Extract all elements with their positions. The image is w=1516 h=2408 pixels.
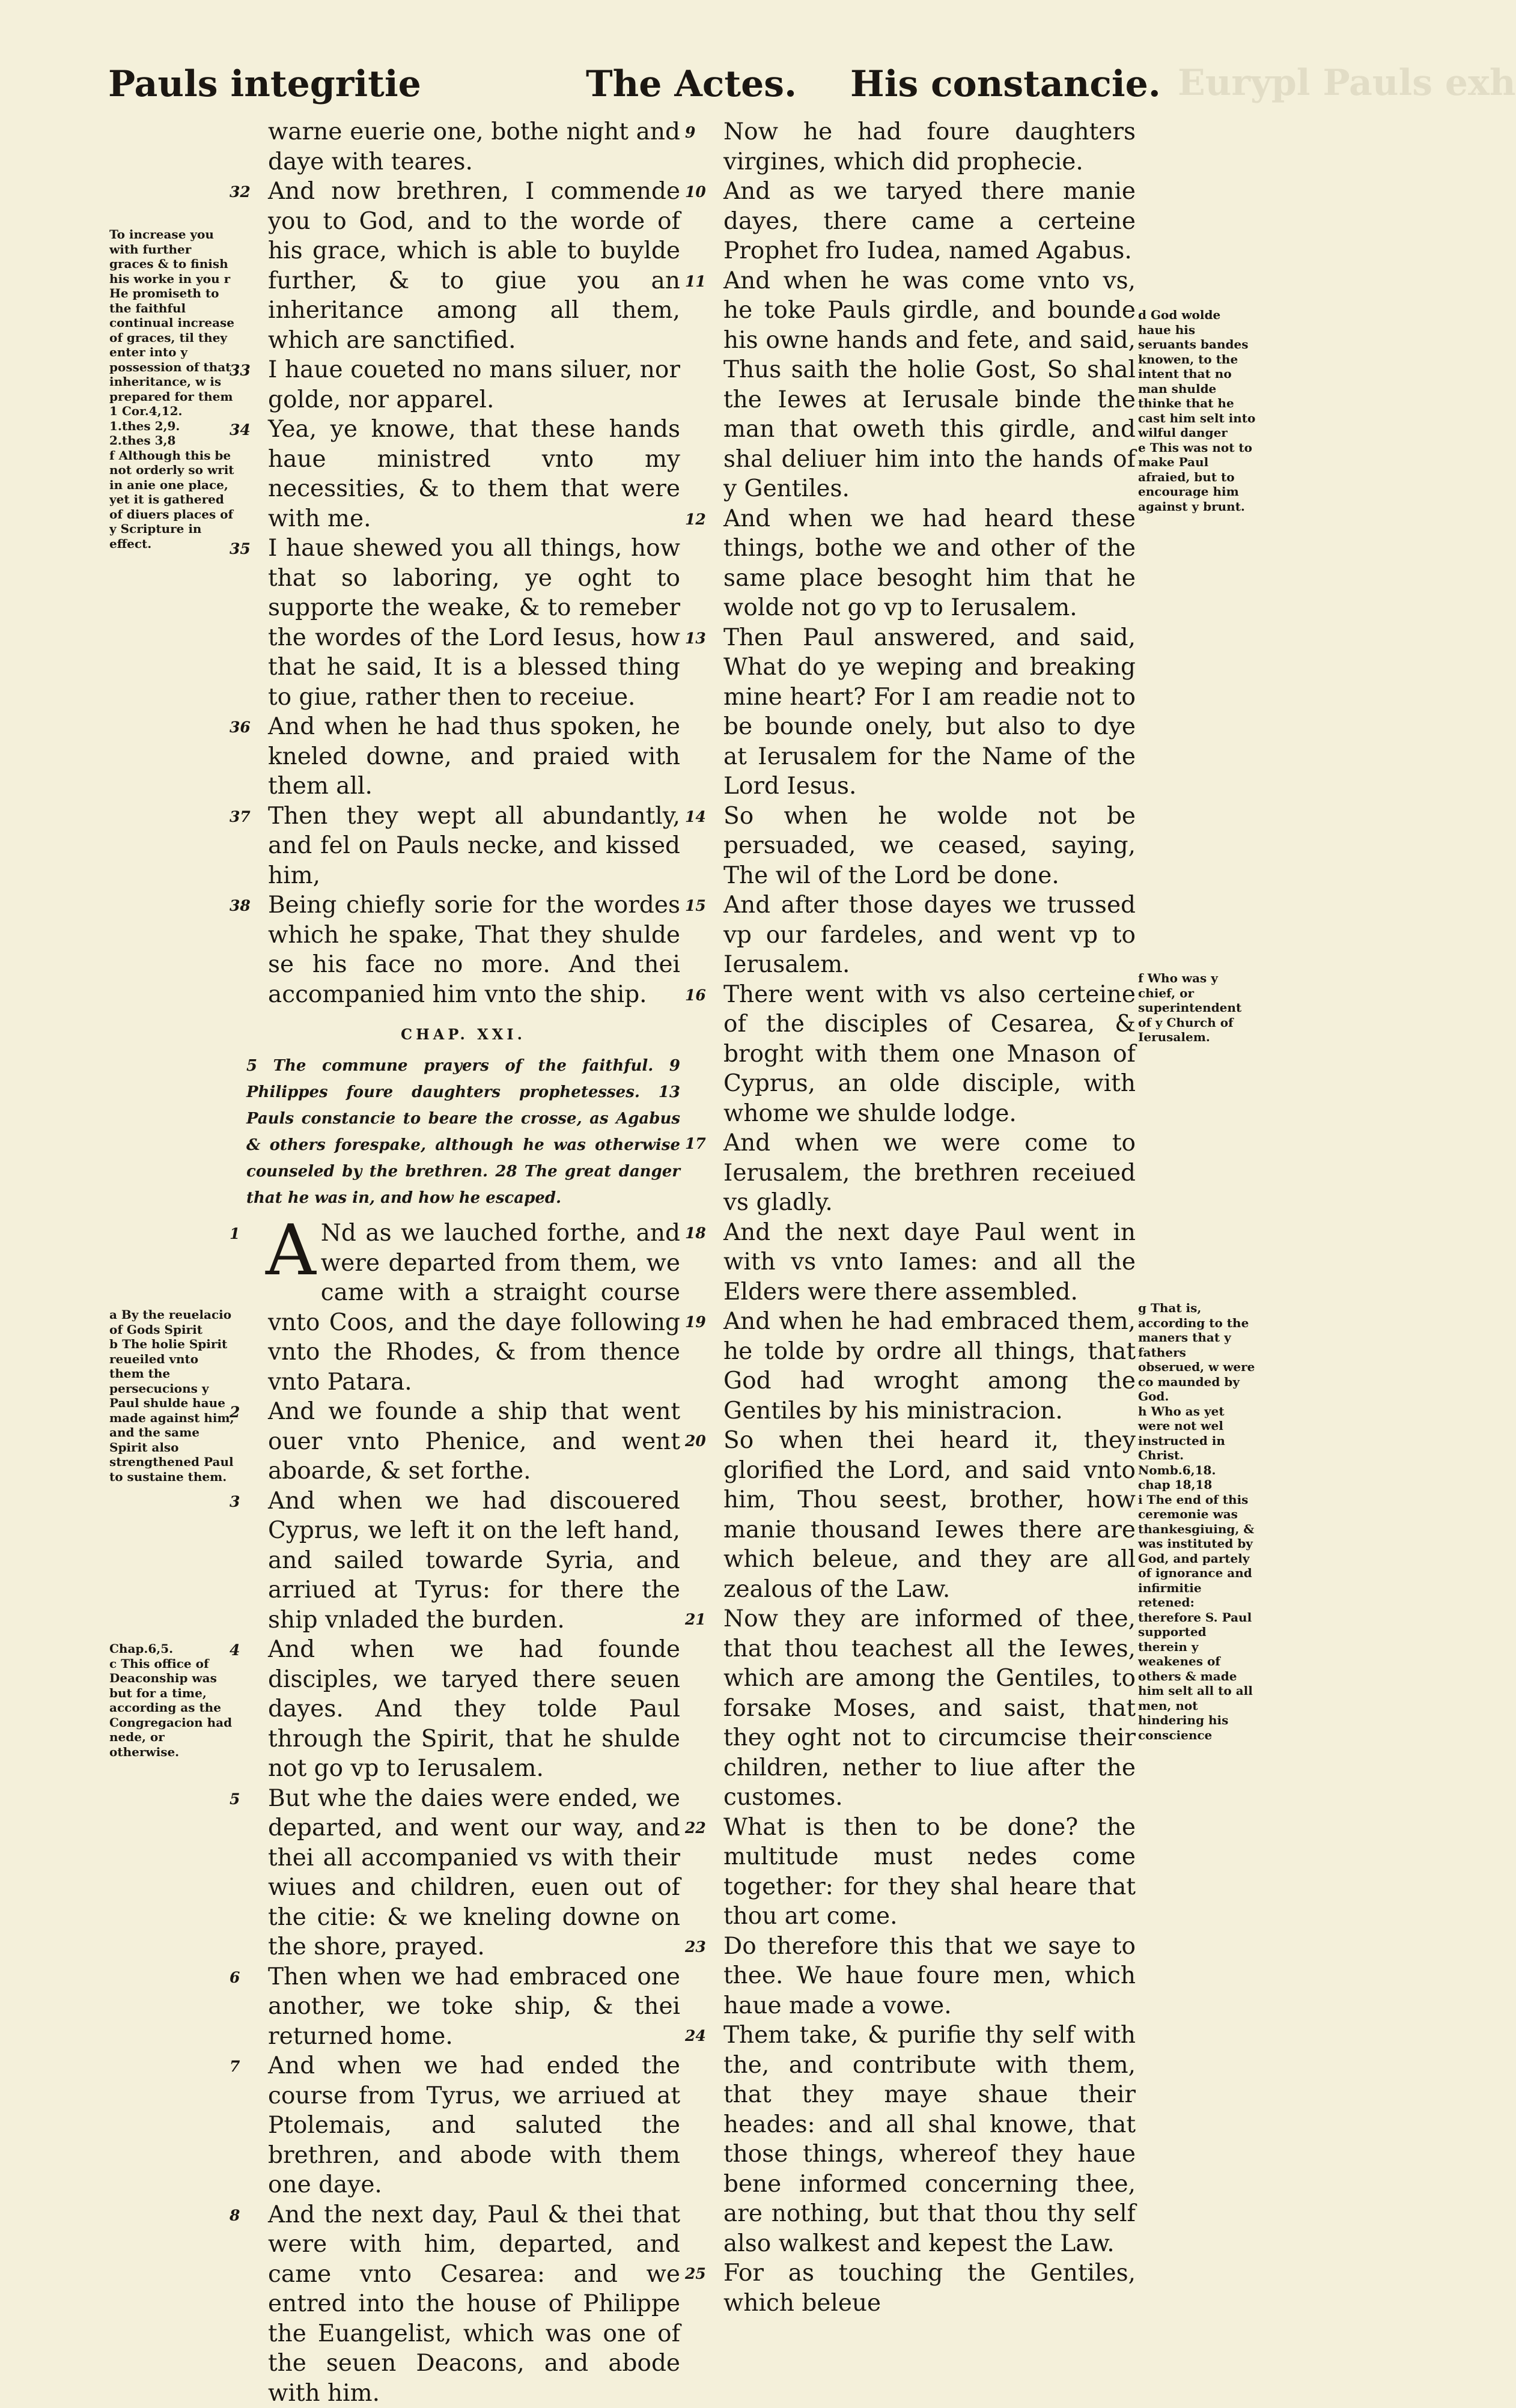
verse: 34 Yea, ye knowe, that these hands haue ministred vnto my necessities, & to them that were with me. [246,415,680,534]
verse: 1 A Nd as we lauched forthe, and were departed from them, we came with a straight course vnto Coos, and the daye following vnto the Rhodes, & from thence vnto Patara. [246,1218,680,1397]
verse: 22 What is then to be done? the multitude must nedes come together: for they shal heare that thou art come. [702,1813,1136,1932]
verse: 14 So when he wolde not be persuaded, we ceased, saying, The wil of the Lord be done. [702,801,1136,891]
drop-cap: A [266,1218,321,1278]
margin-note-right-3: g That is, according to the maners that y fathers obserued, w were co maunded by God. h Who as yet were not wel instructed in Christ. Nomb.6,18. chap 18,18 i The end of this ceremonie was thankesgiuing, & was instituted by God, and partely of ignorance and infirmitie retened: therefore S. Paul supported therein y weakenes of others & made him selt all to all men, not hindering his conscience [1138,1301,1256,1853]
verse: 23 Do therefore this that we saye to thee. We haue foure men, which haue made a vowe. [702,1932,1136,2021]
verse: 5 But whe the daies were ended, we departed, and went our way, and thei all accompanied vs with their wiues and children, euen out of the citie: & we kneling downe on the shore, prayed. [246,1784,680,1962]
margin-note-left-2: a By the reuelacio of Gods Spirit b The holie Spirit reueiled vnto them the persecucions y Paul shulde haue made against him, and the same Spirit also strengthened Paul to sustaine them. [109,1307,237,1560]
verse: 36 And when he had thus spoken, he kneled downe, and praied with them all. [246,712,680,801]
verse: 25 For as touching the Gentiles, which beleue [702,2258,1136,2318]
bleed-through-text: Eurypl Pauls exh [1178,53,1401,119]
verse: 8 And the next day, Paul & thei that were with him, departed, and came vnto Cesarea: and we entred into the house of Philippe the Euangelist, which was one of the seuen Deacons, and abode with him. [246,2200,680,2408]
running-title-left: Pauls integritie [108,55,421,113]
verse: 16 There went with vs also certeine of the disciples of Cesarea, & broght with them one Mnason of Cyprus, an olde disciple, with whome we shulde lodge. [702,980,1136,1129]
verse: 4 And when we had founde disciples, we taryed there seuen dayes. And they tolde Paul through the Spirit, that he shulde not go vp to Ierusalem. [246,1635,680,1784]
verse: 37 Then they wept all abundantly, and fel on Pauls necke, and kissed him, [246,801,680,891]
verse: 38 Being chiefly sorie for the wordes which he spake, That they shulde se his face no more. And thei accompanied him vnto the ship. [246,890,680,1009]
verse: 15 And after those dayes we trussed vp our fardeles, and went vp to Ierusalem. [702,890,1136,980]
verse: 12 And when we had heard these things, bothe we and other of the same place besoght him that he wolde not go vp to Ierusalem. [702,504,1136,623]
chapter-argument: 5 The commune prayers of the faithful. 9 Philippes foure daughters prophetesses. 13 Pauls constancie to beare the crosse, as Agabus & others forespake, although he was otherwise counseled by the brethren. 28 The great danger that he was in, and how he escaped. [246,1053,680,1211]
verse: 18 And the next daye Paul went in with vs vnto Iames: and all the Elders were there assembled. [702,1218,1136,1307]
running-title-center: The Actes. [586,55,797,113]
verse: 11 And when he was come vnto vs, he toke Pauls girdle, and bounde his owne hands and fete, and said, Thus saith the holie Gost, So shal the Iewes at Ierusale binde the man that oweth this girdle, and shal deliuer him into the hands of y Gentiles. [702,266,1136,504]
text-column-right [702,117,1136,1890]
margin-note-right-1: d God wolde haue his seruants bandes knowen, to the intent that no man shulde thinke that he cast him selt into wilful danger e This was not to make Paul afraied, but to encourage him against y brunt. [1138,308,1256,596]
text-column-left [246,117,680,1890]
verse: 7 And when we had ended the course from Tyrus, we arriued at Ptolemais, and saluted the brethren, and abode with them one daye. [246,2051,680,2200]
verse: 24 Them take, & purifie thy self with the, and contribute with them, that they maye shaue their heades: and all shal knowe, that those things, whereof they haue bene informed concerning thee, are nothing, but that thou thy self also walkest and kepest the Law. [702,2020,1136,2258]
verse: 6 Then when we had embraced one another, we toke ship, & thei returned home. [246,1962,680,2052]
verse: 13 Then Paul answered, and said, What do ye weping and breaking mine heart? For I am readie not to be bounde onely, but also to dye at Ierusalem for the Name of the Lord Iesus. [702,623,1136,801]
verse: 17 And when we were come to Ierusalem, the brethren receiued vs gladly. [702,1128,1136,1218]
verse: warne euerie one, bothe night and daye with teares. [246,117,680,177]
verse: 2 And we founde a ship that went ouer vnto Phenice, and went aboarde, & set forthe. [246,1397,680,1486]
verse: 32 And now brethren, I commende you to God, and to the worde of his grace, which is able to buylde further, & to giue you an inheritance among all them, which are sanctified. [246,177,680,355]
verse: 20 So when thei heard it, they glorified the Lord, and said vnto him, Thou seest, brother, how manie thousand Iewes there are which beleue, and they are all zealous of the Law. [702,1426,1136,1604]
verse: 9 Now he had foure daughters virgines, which did prophecie. [702,117,1136,177]
verse: 19 And when he had embraced them, he tolde by ordre all things, that God had wroght among the Gentiles by his ministracion. [702,1307,1136,1426]
verse: 35 I haue shewed you all things, how that so laboring, ye oght to supporte the weake, & to remeber the wordes of the Lord Iesus, how that he said, It is a blessed thing to giue, rather then to receiue. [246,534,680,712]
verse: 3 And when we had discouered Cyprus, we left it on the left hand, and sailed towarde Syria, and arriued at Tyrus: for there the ship vnladed the burden. [246,1486,680,1635]
chapter-heading: CHAP. XXI. [246,1021,680,1048]
running-header [108,55,1118,113]
verse: 10 And as we taryed there manie dayes, there came a certeine Prophet fro Iudea, named Agabus. [702,177,1136,266]
running-title-right: His constancie. [850,55,1161,113]
margin-note-right-2: f Who was y chief, or superintendent of y Church of Ierusalem. [1138,971,1256,1067]
margin-note-left-1: To increase you with further graces & to finish his worke in you r He promiseth to the faithful continual increase of graces, til they enter into y possession of that inheritance, w is prepared for them 1 Cor.4,12. 1.thes 2,9. 2.thes 3,8 f Although this be not orderly so writ in anie one place, yet it is gathered of diuers places of y Scripture in effect. [109,227,237,690]
verse: 33 I haue coueted no mans siluer, nor golde, nor apparel. [246,355,680,415]
verse: 21 Now they are informed of thee, that thou teachest all the Iewes, which are among the Gentiles, to forsake Moses, and saist, that they oght not to circumcise their children, nether to liue after the customes. [702,1604,1136,1813]
margin-note-left-3: Chap.6,5. c This office of Deaconship was but for a time, according as the Congregacion had nede, or otherwise. [109,1641,237,1855]
